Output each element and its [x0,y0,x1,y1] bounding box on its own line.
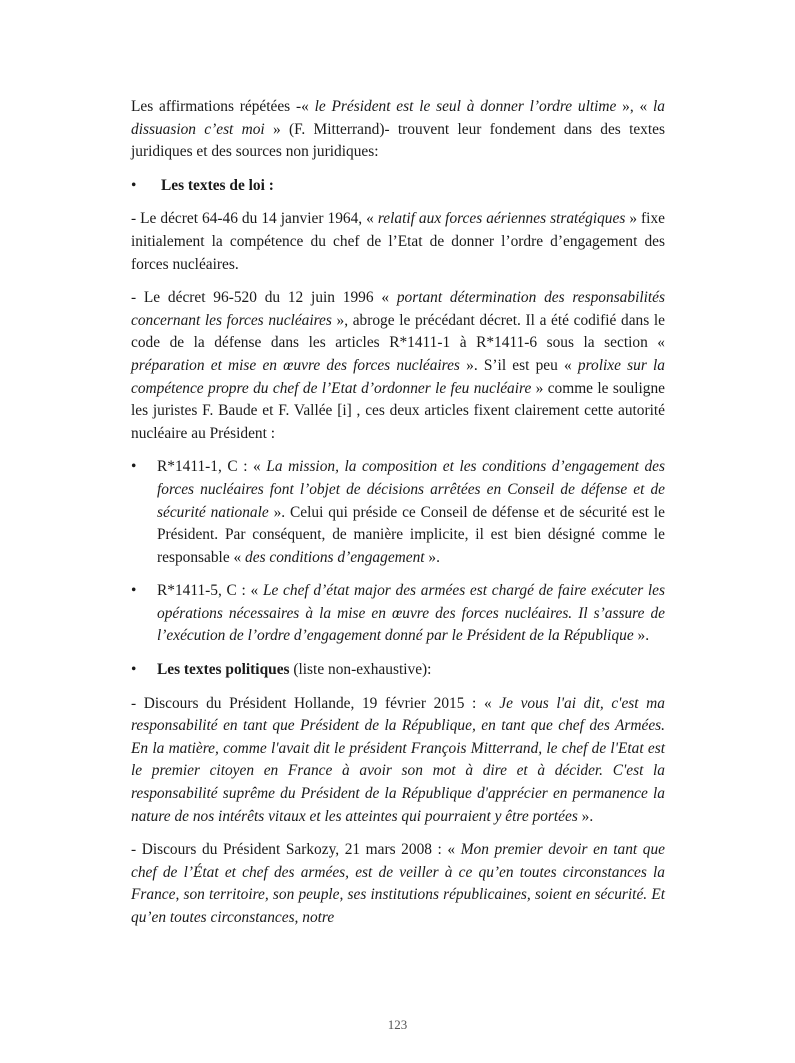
bullet-icon: • [131,582,137,600]
section-heading-text: Les textes de loi : [161,176,274,194]
italic-run: Mon premier devoir en tant que chef de l’État et chef des armées, est de veiller à ce qu’en toutes circonstances la France, son territoire, son peuple, ses institutions républicaines, soient en sécurité. Et qu’en toutes circonstances, notre [131,841,665,926]
italic-run: la dissuasion c’est moi [131,98,665,138]
italic-run: portant détermination des responsabilités concernant les forces nucléaires [131,289,665,329]
italic-run: des conditions d’engagement [245,548,425,566]
italic-run: relatif aux forces aériennes stratégiques [377,210,626,228]
text-run: ». S’il est peu « [459,356,578,374]
italic-run: La mission, la composition et les conditions d’engagement des forces nucléaires font l’objet de décisions arrêtées en Conseil de défense et de sécurité nationale [157,458,665,521]
page-number: 123 [387,1017,408,1032]
section-heading-text: Les textes politiques [157,661,290,679]
text-run: » fixe initialement la compétence du chef de l’Etat de donner l’ordre d’engagement des forces nucléaires. [131,210,665,273]
text-run: - Discours du Président Sarkozy, 21 mars 2008 : « [131,841,461,859]
list-item [131,456,665,569]
decree-1964-paragraph [131,208,665,276]
italic-run: préparation et mise en œuvre des forces nucléaires [131,356,460,374]
section-heading-line [157,659,431,682]
text-run: ». Celui qui préside ce Conseil de défense et de sécurité est le Président. Par conséquent, de manière implicite, il est bien désigné comme le responsable « [157,503,665,566]
text-run: », abroge le précédant décret. Il a été codifié dans le code de la défense dans les articles R*1411-1 à R*1411-6 sous la section « [131,311,665,352]
text-run: » (F. Mitterrand)- trouvent leur fondement dans des textes juridiques et des sources non juridiques: [131,120,665,161]
italic-run: prolixe sur la compétence propre du chef de l’Etat d’ordonner le feu nucléaire [131,356,665,397]
text-run: ». [577,807,594,825]
article-text [157,456,665,569]
intro-paragraph [131,96,665,164]
text-run: - Le décret 96-520 du 12 juin 1996 « [131,289,397,307]
speech-hollande-paragraph [131,693,665,829]
list-item [131,580,665,648]
text-run: - Le décret 64-46 du 14 janvier 1964, « [131,210,378,228]
bullet-icon: • [131,176,137,194]
document-body [131,96,665,941]
text-run: » comme le souligne les juristes F. Baude et F. Vallée [i] , ces deux articles fixent clairement cette autorité nucléaire au Président : [131,379,666,442]
article-text [157,580,665,648]
speech-sarkozy-paragraph [131,839,665,929]
section-heading-political [131,659,665,682]
section-heading-suffix: (liste non-exhaustive): [289,661,432,679]
italic-run: Je vous l'ai dit, c'est ma responsabilité en tant que Président de la République, en tant que chef des Armées. En la matière, comme l'avait dit le président François Mitterrand, le chef de l'Etat est le premier citoyen en France à avoir son mot à dire et à décider. C'est la responsabilité suprême du Président de la République d'apprécier en permanence la nature de nos intérêts vitaux et les atteintes qui pourraient y être portées [131,694,665,825]
articles-list [131,456,665,648]
text-run: ». [633,627,650,645]
text-run: R*1411-5, C : « [157,582,263,600]
text-run: R*1411-1, C : « [157,458,267,476]
italic-run: Le chef d’état major des armées est chargé de faire exécuter les opérations nécessaires à la mise en œuvre des forces nucléaires. Il s’assure de l’exécution de l’ordre d’engagement donné par le Président de la République [157,582,666,645]
text-run: ». [424,548,440,566]
section-heading-laws [131,175,665,198]
text-run: - Discours du Président Hollande, 19 février 2015 : « [131,694,500,712]
decree-1996-paragraph [131,287,665,445]
text-run: », « [616,98,654,115]
italic-run: le Président est le seul à donner l’ordre ultime [314,98,617,115]
bullet-icon: • [131,661,137,679]
bullet-icon: • [131,458,137,476]
text-run: Les affirmations répétées -« [131,98,315,115]
